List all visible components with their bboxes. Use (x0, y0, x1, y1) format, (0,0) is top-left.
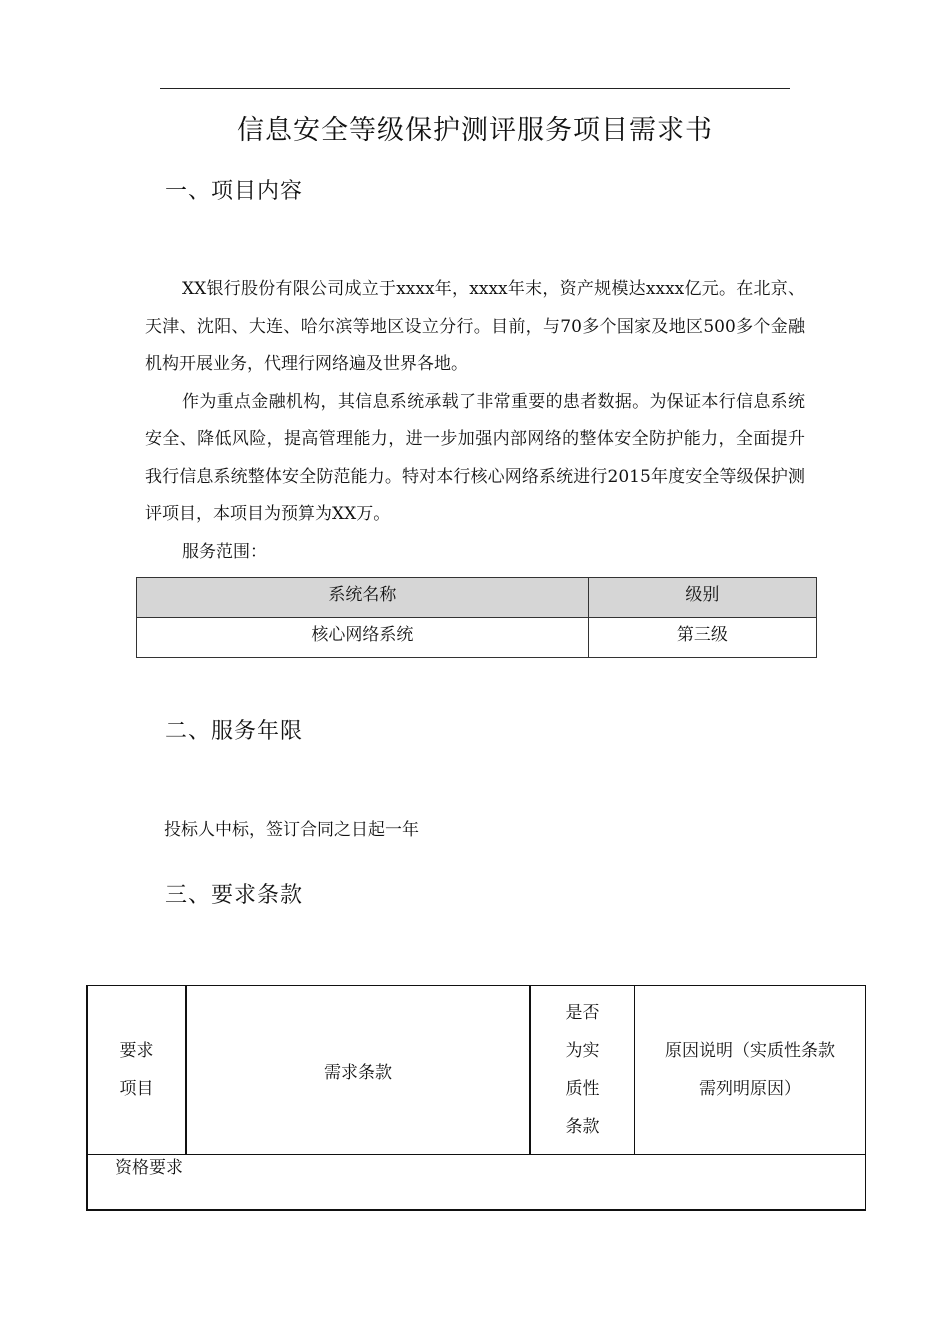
scope-cell-level: 第三级 (588, 618, 816, 658)
scope-label: 服务范围： (182, 542, 267, 562)
scope-header-level: 级别 (588, 578, 816, 618)
header-requirement-item-line: 项目 (119, 1079, 154, 1099)
requirements-table (86, 985, 866, 1211)
scope-cell-system-name: 核心网络系统 (137, 618, 589, 658)
table-row (87, 1155, 866, 1211)
header-rule (160, 88, 790, 89)
section-heading-project-content: 一、项目内容 (165, 179, 304, 204)
header-substantive-line: 条款 (565, 1117, 600, 1137)
header-requirement-clause: 需求条款 (186, 986, 530, 1155)
document-title: 信息安全等级保护测评服务项目需求书 (237, 115, 713, 146)
paragraph-bank-intro: XX银行股份有限公司成立于xxxx年，xxxx年末，资产规模达xxxx亿元。在北京、天津、沈阳、大连、哈尔滨等地区设立分行。目前，与70多个国家及地区500多个金融机构开展业务，代理行网络遍及世界各地。 (145, 279, 805, 374)
header-substantive-clause (530, 986, 635, 1155)
header-reason-explanation (635, 986, 866, 1155)
requirements-table-header-row (87, 986, 866, 1155)
header-reason-line: 需列明原因） (699, 1079, 801, 1099)
header-substantive-line: 质性 (565, 1079, 600, 1099)
header-requirement-item-line: 要求 (119, 1041, 154, 1061)
header-requirement-item (87, 986, 186, 1155)
scope-header-system-name: 系统名称 (137, 578, 589, 618)
scope-table (136, 577, 817, 658)
section-heading-service-term: 二、服务年限 (165, 719, 304, 744)
scope-table-header-row (137, 578, 817, 618)
section-heading-requirements: 三、要求条款 (165, 883, 304, 908)
header-substantive-line: 为实 (565, 1041, 600, 1061)
header-substantive-line: 是否 (565, 1003, 600, 1023)
table-row (137, 618, 817, 658)
project-content-body (145, 271, 805, 534)
header-reason-line: 原因说明（实质性条款 (665, 1041, 835, 1061)
service-term-text: 投标人中标，签订合同之日起一年 (164, 820, 419, 840)
paragraph-project-purpose: 作为重点金融机构，其信息系统承载了非常重要的患者数据。为保证本行信息系统安全、降低风险，提高管理能力，进一步加强内部网络的整体安全防护能力，全面提升我行信息系统整体安全防范能力。特对本行核心网络系统进行2015年度安全等级保护测评项目，本项目为预算为XX万。 (145, 391, 805, 524)
qualification-requirements-row-label: 资格要求 (87, 1155, 866, 1211)
